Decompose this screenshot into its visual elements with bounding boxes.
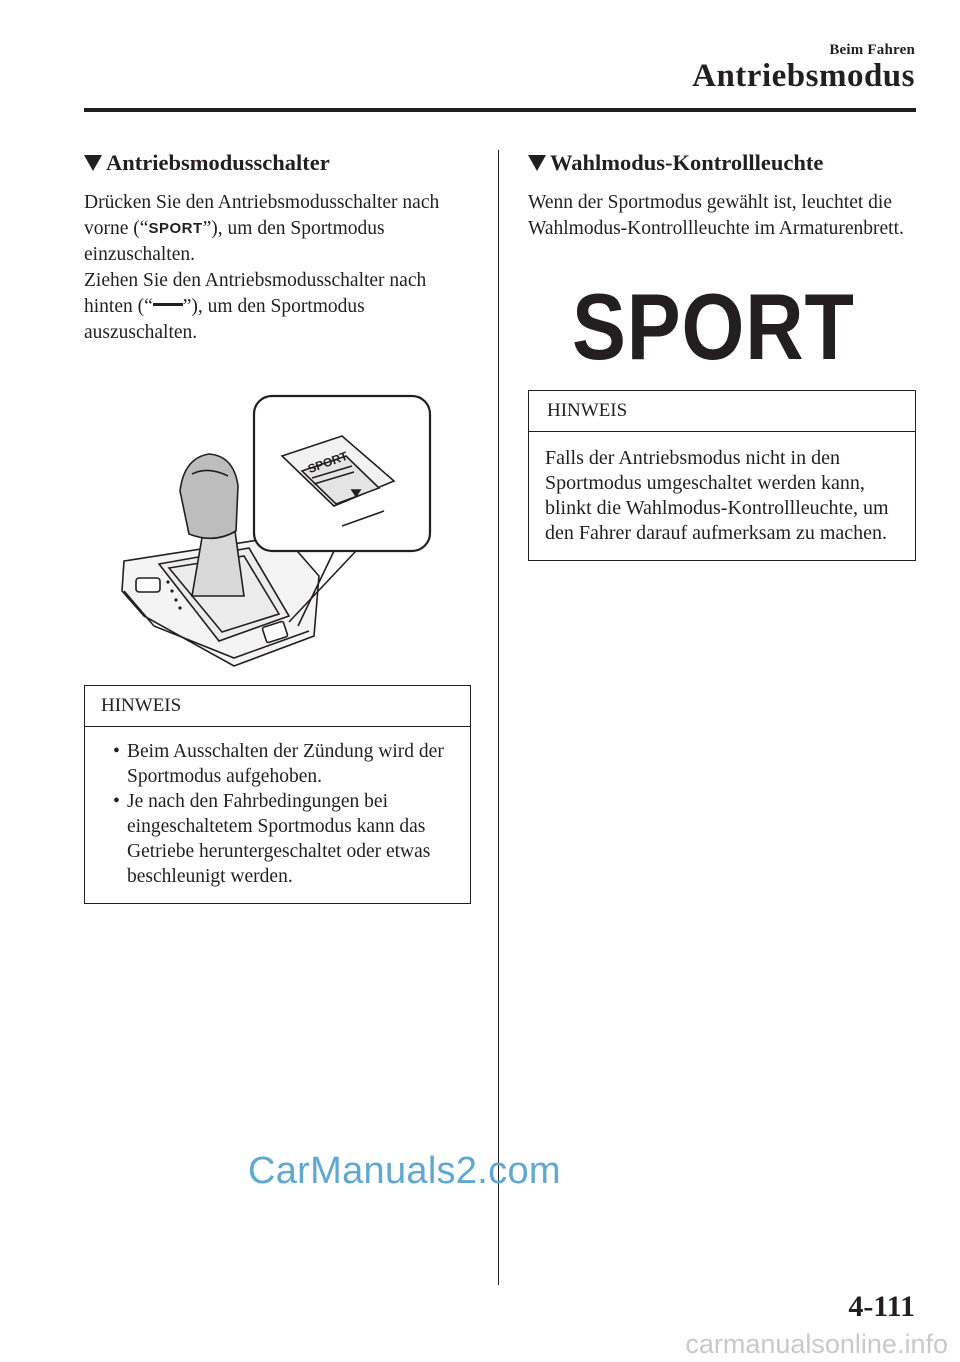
sport-symbol-icon: SPORT xyxy=(148,220,203,237)
para-text: Ziehen Sie den Antriebsmodusschalter nach hinten (“ xyxy=(84,270,427,317)
bullet-icon: • xyxy=(113,791,120,812)
note-list xyxy=(101,739,454,889)
chapter-label: Beim Fahren xyxy=(829,42,915,58)
note-body-text: Falls der Antriebsmodus nicht in den Sportmodus umgeschaltet werden kann, blinkt die Wahlmodus-Kontrollleuchte, um den Fahrer darauf aufmerksam zu machen. xyxy=(545,447,889,544)
note-title: HINWEIS xyxy=(85,686,470,727)
para-text: ”), um den Sportmodus auszuschalten. xyxy=(84,296,365,343)
right-column xyxy=(528,150,916,242)
gear-selector-drawing xyxy=(84,386,472,676)
note-body xyxy=(85,727,470,903)
left-column xyxy=(84,150,472,676)
watermark-logo: CarManuals2.com xyxy=(248,1150,561,1192)
note-item-text: Je nach den Fahrbedingungen bei eingeschaltetem Sportmodus kann das Getriebe heruntergeschaltet oder etwas beschleunigt werden. xyxy=(127,791,431,887)
note-title: HINWEIS xyxy=(529,391,915,432)
section-heading-drive-mode-switch xyxy=(84,150,472,176)
para-text: Drücken Sie den Antriebsmodusschalter nach vorne (“ xyxy=(84,192,440,239)
sport-indicator-symbol: SPORT xyxy=(572,274,855,379)
section-heading-indicator xyxy=(528,150,916,176)
footer-site-link[interactable]: carmanualsonline.info xyxy=(685,1329,948,1359)
header-rule xyxy=(84,108,916,112)
switch-sport-label: SPORT xyxy=(305,448,350,477)
column-divider xyxy=(498,150,499,1285)
instruction-paragraph-off xyxy=(84,268,472,346)
note-item-text: Beim Ausschalten der Zündung wird der Sportmodus aufgehoben. xyxy=(127,741,444,787)
page-title: Antriebsmodus xyxy=(692,58,915,94)
section-heading-text: Wahlmodus-Kontrollleuchte xyxy=(550,150,824,175)
instruction-paragraph-on xyxy=(84,190,472,268)
triangle-marker-icon xyxy=(84,155,102,171)
list-item xyxy=(101,739,454,789)
section-heading-text: Antriebsmodusschalter xyxy=(106,150,330,175)
para-text: ”), um den Sportmodus einzuschalten. xyxy=(84,218,385,265)
triangle-marker-icon xyxy=(528,155,546,171)
off-dash-symbol-icon xyxy=(153,303,183,306)
list-item xyxy=(101,789,454,889)
bullet-icon: • xyxy=(113,741,120,762)
gear-selector-illustration xyxy=(84,386,472,676)
note-box-left xyxy=(84,685,471,904)
indicator-paragraph: Wenn der Sportmodus gewählt ist, leuchtet die Wahlmodus-Kontrollleuchte im Armaturenbrett. xyxy=(528,192,904,239)
page-number: 4-111 xyxy=(848,1290,915,1323)
note-box-right xyxy=(528,390,916,561)
